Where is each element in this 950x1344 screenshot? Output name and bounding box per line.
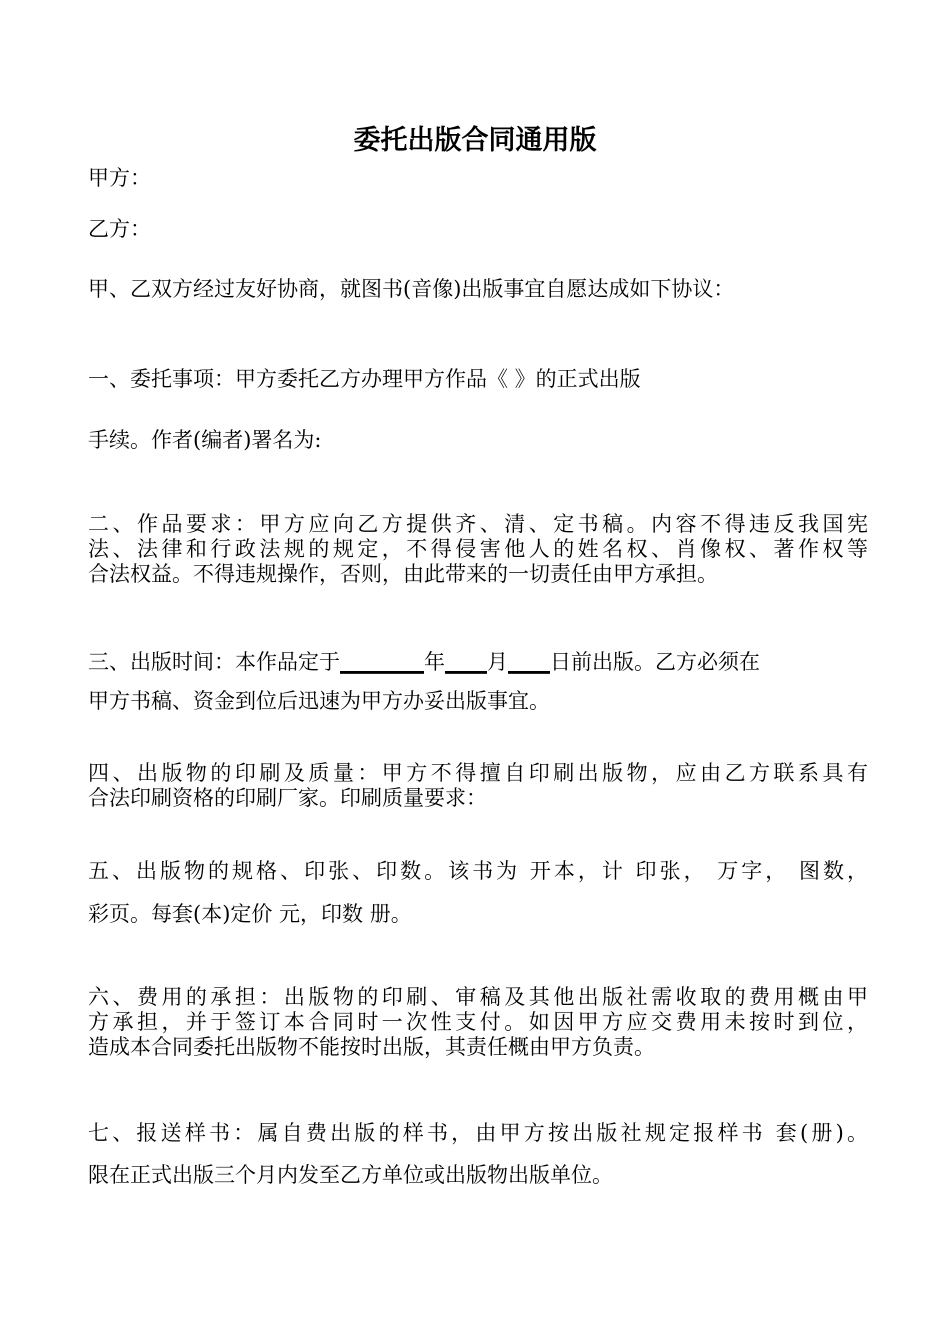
party-a-label: 甲方： — [88, 166, 151, 190]
intro-paragraph: 甲、乙双方经过友好协商，就图书(音像)出版事宜自愿达成如下协议： — [88, 277, 735, 301]
clause-4-line-2: 合法印刷资格的印刷厂家。印刷质量要求： — [88, 786, 487, 810]
clause-6-line-3: 造成本合同委托出版物不能按时出版，其责任概由甲方负责。 — [88, 1035, 655, 1059]
clause-3-line-1 — [88, 646, 868, 676]
clause-1-line-1: 一、委托事项：甲方委托乙方办理甲方作品《 》的正式出版 — [88, 367, 641, 391]
month-blank: ____ — [445, 650, 487, 674]
year-label: 年 — [424, 650, 445, 674]
clause-7-line-2: 限在正式出版三个月内发至乙方单位或出版物出版单位。 — [88, 1163, 613, 1187]
clause-5-line-2: 彩页。每套(本)定价 元，印数 册。 — [88, 902, 412, 926]
clause-7-line-1: 七、报送样书：属自费出版的样书，由甲方按出版社规定报样书 套(册)。 — [88, 1121, 868, 1145]
clause-2-line-2: 法、法律和行政法规的规定，不得侵害他人的姓名权、肖像权、著作权等 — [88, 537, 868, 561]
month-label: 月 — [487, 650, 508, 674]
clause-4-line-1: 四、出版物的印刷及质量：甲方不得擅自印刷出版物，应由乙方联系具有 — [88, 761, 868, 785]
clause-1-line-2: 手续。作者(编者)署名为: — [88, 428, 322, 452]
day-blank: ____ — [508, 650, 550, 674]
clause-6-line-2: 方承担，并于签订本合同时一次性支付。如因甲方应交费用未按时到位， — [88, 1010, 868, 1034]
clause-2-line-1: 二、作品要求：甲方应向乙方提供齐、清、定书稿。内容不得违反我国宪 — [88, 512, 868, 536]
clause-5-line-1: 五、出版物的规格、印张、印数。该书为 开本，计 印张， 万字， 图数， — [88, 859, 868, 883]
year-blank: ________ — [340, 650, 424, 674]
clause-2-line-3: 合法权益。不得违规操作，否则，由此带来的一切责任由甲方承担。 — [88, 562, 718, 586]
clause-3-suffix: 日前出版。乙方必须在 — [550, 650, 760, 674]
clause-3-prefix: 三、出版时间：本作品定于 — [88, 650, 340, 674]
document-title: 委托出版合同通用版 — [353, 125, 597, 156]
clause-3-line-2: 甲方书稿、资金到位后迅速为甲方办妥出版事宜。 — [88, 689, 550, 713]
party-b-label: 乙方： — [88, 217, 151, 241]
clause-6-line-1: 六、费用的承担：出版物的印刷、审稿及其他出版社需收取的费用概由甲 — [88, 985, 868, 1009]
